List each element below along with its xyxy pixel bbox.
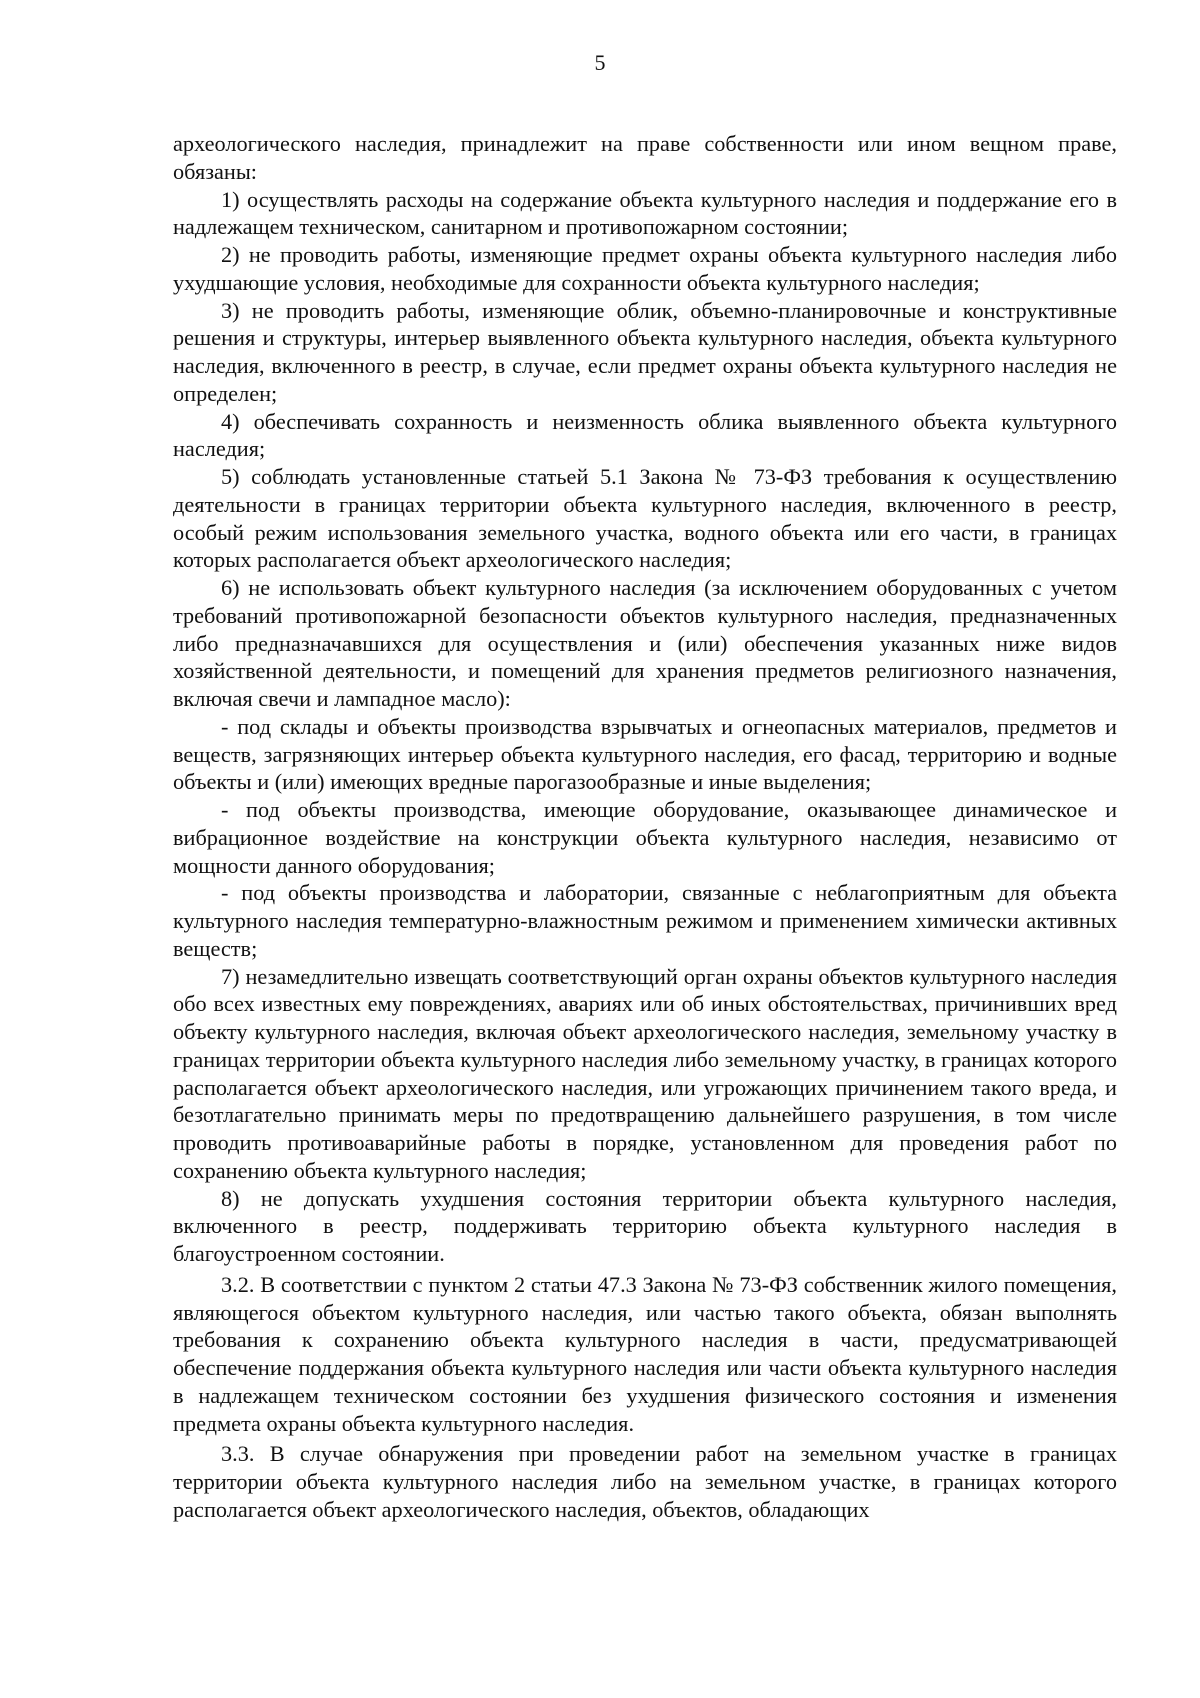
- section-3-3: 3.3. В случае обнаружения при проведении работ на земельном участке в границах территории объекта культурного наследия либо на земельном участке, в границах которого располагается объект археологического наследия, объектов, обладающих: [173, 1441, 1117, 1522]
- page-number: 5: [594, 50, 606, 75]
- sub-item-production: - под объекты производства, имеющие оборудование, оказывающее динамическое и вибрационное воздействие на конструкции объекта культурного наследия, независимо от мощности данного оборудования;: [173, 797, 1117, 878]
- sub-item-warehouses: - под склады и объекты производства взрывчатых и огнеопасных материалов, предметов и веществ, загрязняющих интерьер объекта культурного наследия, его фасад, территорию и водные объекты и (или) имеющих вредные парогазообразные и иные выделения;: [173, 713, 1117, 795]
- list-item-5: 5) соблюдать установленные статьей 5.1 Закона № 73-ФЗ требования к осуществлению деятельности в границах территории объекта культурного наследия, включенного в реестр, особый режим использования земельного участка, водного объекта или его части, в границах которых располагается объект археологического наследия;: [173, 464, 1117, 573]
- list-item-3: 3) не проводить работы, изменяющие облик, объемно-планировочные и конструктивные решения и структуры, интерьер выявленного объекта культурного наследия, объекта культурного наследия, включенного в реестр, в случае, если предмет охраны объекта культурного наследия не определен;: [173, 297, 1117, 406]
- paragraph-continuation: археологического наследия, принадлежит на праве собственности или ином вещном праве, обязаны:: [173, 131, 1117, 184]
- list-item-1: 1) осуществлять расходы на содержание объекта культурного наследия и поддержание его в надлежащем техническом, санитарном и противопожарном состоянии;: [173, 186, 1117, 240]
- sub-item-laboratories: - под объекты производства и лаборатории, связанные с неблагоприятным для объекта культурного наследия температурно-влажностным режимом и применением химически активных веществ;: [173, 880, 1117, 961]
- list-item-8: 8) не допускать ухудшения состояния территории объекта культурного наследия, включенного в реестр, поддерживать территорию объекта культурного наследия в благоустроенном состоянии.: [173, 1185, 1117, 1266]
- list-item-2: 2) не проводить работы, изменяющие предмет охраны объекта культурного наследия либо ухудшающие условия, необходимые для сохранности объекта культурного наследия;: [173, 242, 1117, 295]
- list-item-4: 4) обеспечивать сохранность и неизменность облика выявленного объекта культурного наследия;: [173, 408, 1117, 462]
- section-3-2: 3.2. В соответствии с пунктом 2 статьи 47.3 Закона № 73-ФЗ собственник жилого помещения, являющегося объектом культурного наследия, или частью такого объекта, обязан выполнять требования к сохранению объекта культурного наследия в части, предусматривающей обеспечение поддержания объекта культурного наследия или части объекта культурного наследия в надлежащем техническом состоянии без ухудшения физического состояния и изменения предмета охраны объекта культурного наследия.: [173, 1271, 1117, 1436]
- list-item-7: 7) незамедлительно извещать соответствующий орган охраны объектов культурного наследия обо всех известных ему повреждениях, авариях или об иных обстоятельствах, причинивших вред объекту культурного наследия, включая объект археологического наследия, земельному участку в границах территории объекта культурного наследия либо земельному участку, в границах которого располагается объект археологического наследия, или угрожающих причинением такого вреда, и безотлагательно принимать меры по предотвращению дальнейшего разрушения, в том числе проводить противоаварийные работы в порядке, установленном для проведения работ по сохранению объекта культурного наследия;: [173, 963, 1117, 1183]
- list-item-6: 6) не использовать объект культурного наследия (за исключением оборудованных с учетом требований противопожарной безопасности объектов культурного наследия, предназначенных либо предназначавшихся для осуществления и (или) обеспечения указанных ниже видов хозяйственной деятельности, и помещений для хранения предметов религиозного назначения, включая свечи и лампадное масло):: [173, 575, 1117, 711]
- document-body: [173, 130, 1117, 1524]
